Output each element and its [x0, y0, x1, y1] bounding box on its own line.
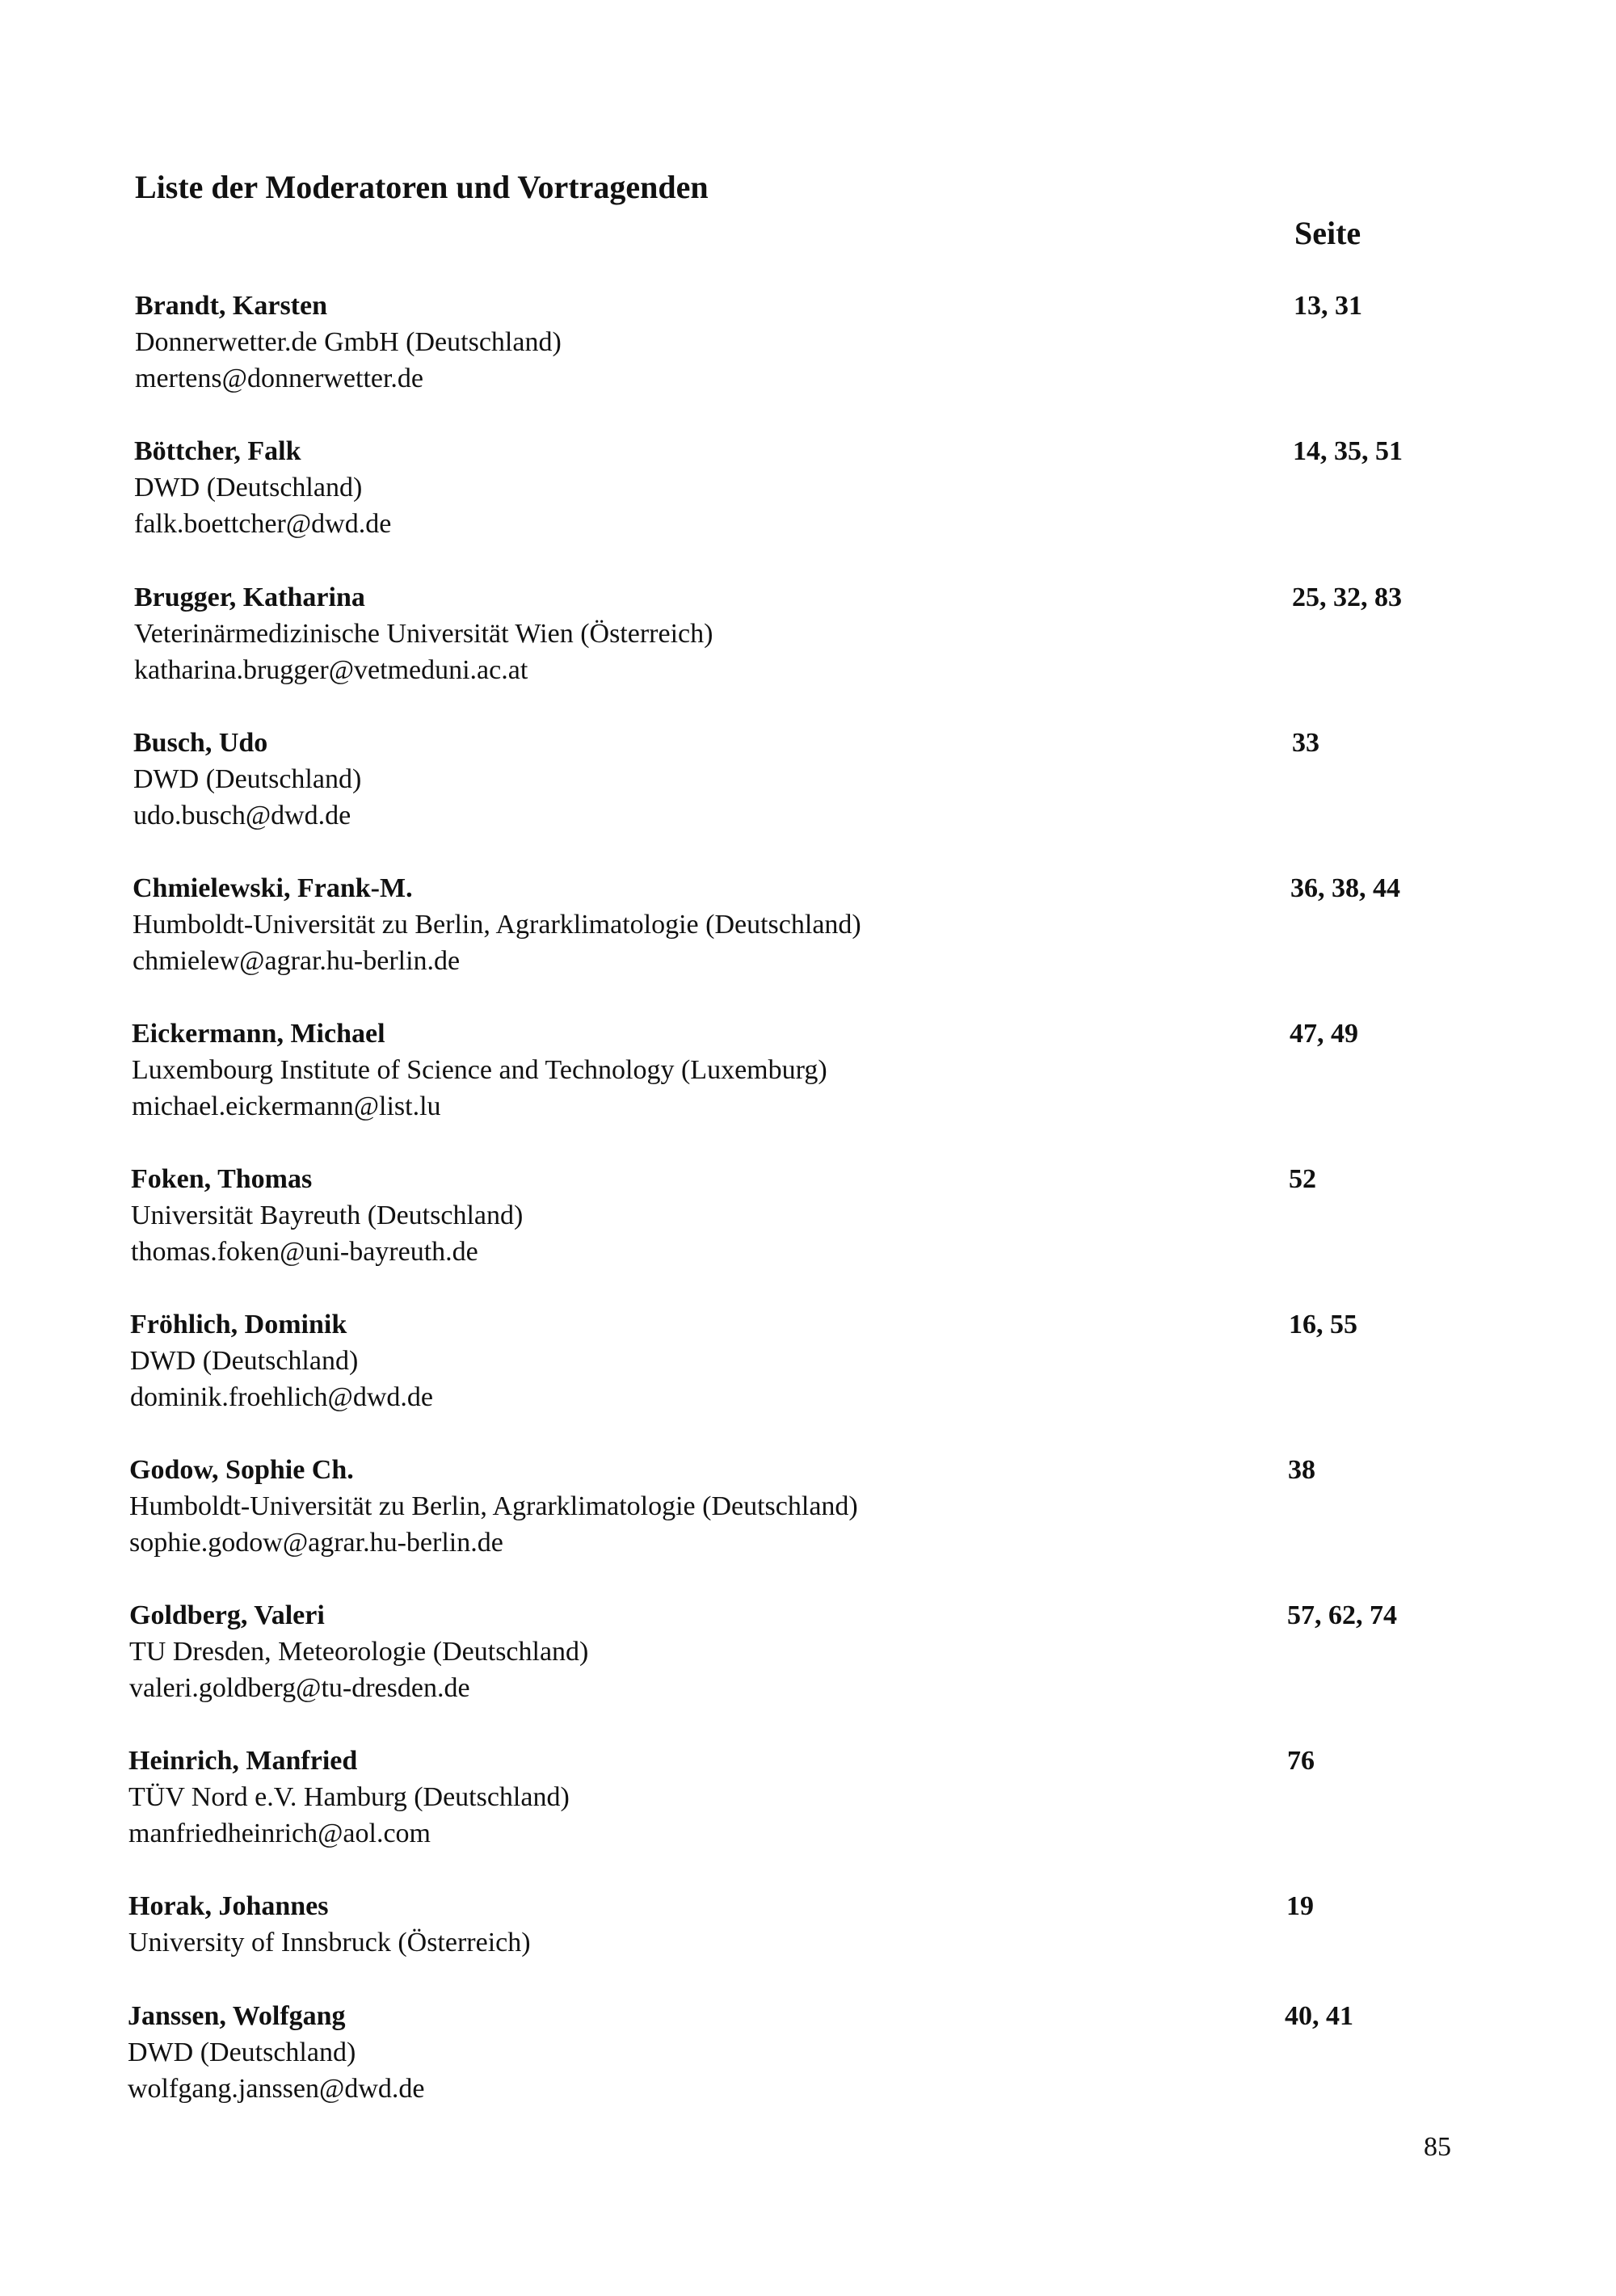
- presenter-entry: [131, 1161, 1616, 1306]
- presenter-entry: [132, 1016, 1616, 1161]
- presenter-email: chmielew@agrar.hu-berlin.de: [133, 946, 461, 976]
- presenter-email: wolfgang.janssen@dwd.de: [128, 2074, 425, 2104]
- presenter-pages: 33: [1292, 728, 1319, 758]
- page-number: 85: [1424, 2132, 1451, 2162]
- presenter-email: valeri.goldberg@tu-dresden.de: [129, 1673, 470, 1703]
- presenter-affiliation: University of Innsbruck (Österreich): [128, 1928, 531, 1957]
- presenter-affiliation: TÜV Nord e.V. Hamburg (Deutschland): [128, 1782, 570, 1812]
- presenter-affiliation: DWD (Deutschland): [134, 473, 363, 503]
- presenter-entry: [135, 288, 1616, 433]
- presenter-email: dominik.froehlich@dwd.de: [130, 1382, 434, 1412]
- presenter-entry: [134, 433, 1616, 578]
- presenter-email: falk.boettcher@dwd.de: [134, 509, 392, 539]
- presenter-pages: 52: [1289, 1164, 1316, 1194]
- presenter-pages: 38: [1288, 1455, 1315, 1485]
- presenter-affiliation: Luxembourg Institute of Science and Technology (Luxemburg): [132, 1055, 827, 1085]
- presenter-name: Foken, Thomas: [131, 1164, 313, 1194]
- presenter-affiliation: Veterinärmedizinische Universität Wien (Österreich): [134, 619, 713, 649]
- presenter-email: katharina.brugger@vetmeduni.ac.at: [134, 655, 528, 685]
- presenter-affiliation: Donnerwetter.de GmbH (Deutschland): [135, 327, 562, 357]
- presenter-entry: [134, 579, 1616, 725]
- page-title: Liste der Moderatoren und Vortragenden: [135, 169, 709, 205]
- presenter-name: Heinrich, Manfried: [128, 1746, 358, 1776]
- presenter-name: Godow, Sophie Ch.: [129, 1455, 354, 1485]
- presenter-affiliation: DWD (Deutschland): [128, 2037, 356, 2067]
- presenter-pages: 25, 32, 83: [1292, 582, 1402, 612]
- presenter-name: Eickermann, Michael: [132, 1019, 385, 1049]
- presenter-name: Horak, Johannes: [128, 1891, 329, 1921]
- presenter-name: Fröhlich, Dominik: [130, 1310, 347, 1339]
- presenter-name: Goldberg, Valeri: [129, 1600, 325, 1630]
- presenter-affiliation: DWD (Deutschland): [133, 764, 362, 794]
- presenter-affiliation: TU Dresden, Meteorologie (Deutschland): [129, 1637, 589, 1667]
- presenter-pages: 13, 31: [1294, 291, 1362, 321]
- presenter-email: udo.busch@dwd.de: [133, 801, 351, 831]
- presenter-entry: [128, 1998, 1614, 2143]
- presenter-pages: 36, 38, 44: [1290, 873, 1400, 903]
- presenter-email: mertens@donnerwetter.de: [135, 364, 424, 393]
- presenter-pages: 19: [1286, 1891, 1314, 1921]
- presenter-email: thomas.foken@uni-bayreuth.de: [131, 1237, 478, 1267]
- presenter-name: Brugger, Katharina: [134, 582, 365, 612]
- presenter-pages: 14, 35, 51: [1293, 436, 1403, 466]
- presenter-name: Chmielewski, Frank-M.: [133, 873, 413, 903]
- presenter-email: sophie.godow@agrar.hu-berlin.de: [129, 1528, 503, 1558]
- presenter-pages: 40, 41: [1285, 2001, 1353, 2031]
- presenter-affiliation: DWD (Deutschland): [130, 1346, 359, 1376]
- presenter-name: Böttcher, Falk: [134, 436, 301, 466]
- presenter-pages: 16, 55: [1289, 1310, 1357, 1339]
- presenter-name: Janssen, Wolfgang: [128, 2001, 346, 2031]
- presenter-entry: [129, 1452, 1616, 1597]
- presenter-pages: 57, 62, 74: [1287, 1600, 1397, 1630]
- presenter-entry: [133, 870, 1616, 1016]
- presenter-entry: [130, 1306, 1616, 1452]
- presenter-pages: 47, 49: [1290, 1019, 1358, 1049]
- presenter-entry: [133, 725, 1616, 870]
- presenter-name: Brandt, Karsten: [135, 291, 327, 321]
- presenter-email: michael.eickermann@list.lu: [132, 1091, 441, 1121]
- presenter-entry: [128, 1743, 1615, 1888]
- presenter-affiliation: Humboldt-Universität zu Berlin, Agrarklimatologie (Deutschland): [129, 1491, 858, 1521]
- presenter-entry: [129, 1597, 1616, 1743]
- presenter-name: Busch, Udo: [133, 728, 268, 758]
- presenter-affiliation: Humboldt-Universität zu Berlin, Agrarklimatologie (Deutschland): [133, 910, 861, 940]
- presenter-email: manfriedheinrich@aol.com: [128, 1819, 431, 1848]
- presenter-affiliation: Universität Bayreuth (Deutschland): [131, 1201, 524, 1230]
- presenter-pages: 76: [1287, 1746, 1315, 1776]
- pages-column-header: Seite: [1294, 215, 1361, 251]
